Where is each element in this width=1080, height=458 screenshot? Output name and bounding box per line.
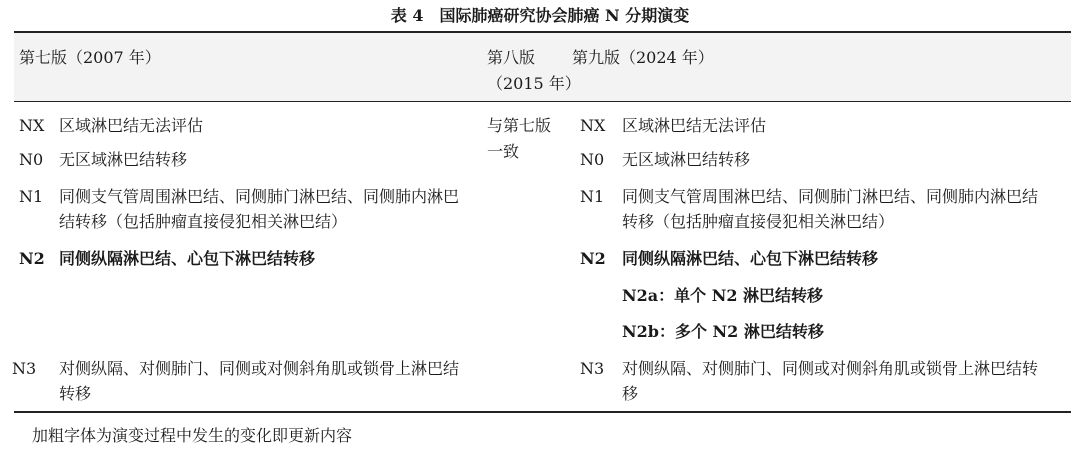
ninth-desc-n1-line1: 同侧支气管周围淋巴结、同侧肺门淋巴结、同侧肺内淋巴结 bbox=[622, 187, 1039, 206]
header-eighth-edition-year: （2015 年） bbox=[487, 74, 581, 93]
seventh-code-n1: N1 bbox=[19, 187, 44, 206]
seventh-desc-n3-line1: 对侧纵隔、对侧肺门、同侧或对侧斜角肌或锁骨上淋巴结 bbox=[59, 359, 460, 378]
header-eighth-edition: 第八版 bbox=[487, 48, 536, 67]
header-ninth-edition: 第九版（2024 年） bbox=[572, 48, 714, 67]
eighth-edition-note-line1: 与第七版 bbox=[487, 116, 552, 135]
ninth-code-n0: N0 bbox=[580, 150, 605, 169]
header-rule bbox=[14, 101, 1071, 102]
ninth-code-n2: N2 bbox=[580, 249, 606, 268]
seventh-desc-n1-line2: 结转移（包括肿瘤直接侵犯相关淋巴结） bbox=[59, 212, 348, 231]
ninth-code-nx: NX bbox=[580, 116, 606, 135]
seventh-desc-n3-line2: 转移 bbox=[59, 384, 92, 403]
seventh-desc-n1-line1: 同侧支气管周围淋巴结、同侧肺门淋巴结、同侧肺内淋巴 bbox=[59, 187, 460, 206]
seventh-desc-n2: 同侧纵隔淋巴结、心包下淋巴结转移 bbox=[59, 249, 316, 268]
ninth-desc-n2a: N2a：单个 N2 淋巴结转移 bbox=[622, 286, 824, 305]
ninth-desc-n2b: N2b：多个 N2 淋巴结转移 bbox=[622, 322, 824, 341]
seventh-code-n0: N0 bbox=[19, 150, 44, 169]
ninth-desc-n3-line1: 对侧纵隔、对侧肺门、同侧或对侧斜角肌或锁骨上淋巴结转 bbox=[622, 359, 1039, 378]
ninth-desc-n2: 同侧纵隔淋巴结、心包下淋巴结转移 bbox=[622, 249, 879, 268]
bottom-rule bbox=[14, 411, 1071, 413]
eighth-edition-note-line2: 一致 bbox=[487, 142, 520, 161]
ninth-desc-n3-line2: 移 bbox=[622, 384, 639, 403]
ninth-code-n3: N3 bbox=[580, 359, 605, 378]
table-caption: 表 4 国际肺癌研究协会肺癌 N 分期演变 bbox=[390, 6, 690, 25]
seventh-code-n2: N2 bbox=[19, 249, 45, 268]
header-seventh-edition: 第七版（2007 年） bbox=[19, 48, 161, 67]
ninth-desc-n0: 无区域淋巴结转移 bbox=[622, 150, 751, 169]
seventh-desc-nx: 区域淋巴结无法评估 bbox=[59, 116, 204, 135]
seventh-code-nx: NX bbox=[19, 116, 45, 135]
ninth-desc-n1-line2: 转移（包括肿瘤直接侵犯相关淋巴结） bbox=[622, 212, 895, 231]
seventh-desc-n0: 无区域淋巴结转移 bbox=[59, 150, 188, 169]
ninth-desc-nx: 区域淋巴结无法评估 bbox=[622, 116, 767, 135]
top-rule bbox=[14, 31, 1071, 33]
table-footnote: 加粗字体为演变过程中发生的变化即更新内容 bbox=[32, 426, 353, 445]
seventh-code-n3: N3 bbox=[12, 359, 37, 378]
ninth-code-n1: N1 bbox=[580, 187, 605, 206]
